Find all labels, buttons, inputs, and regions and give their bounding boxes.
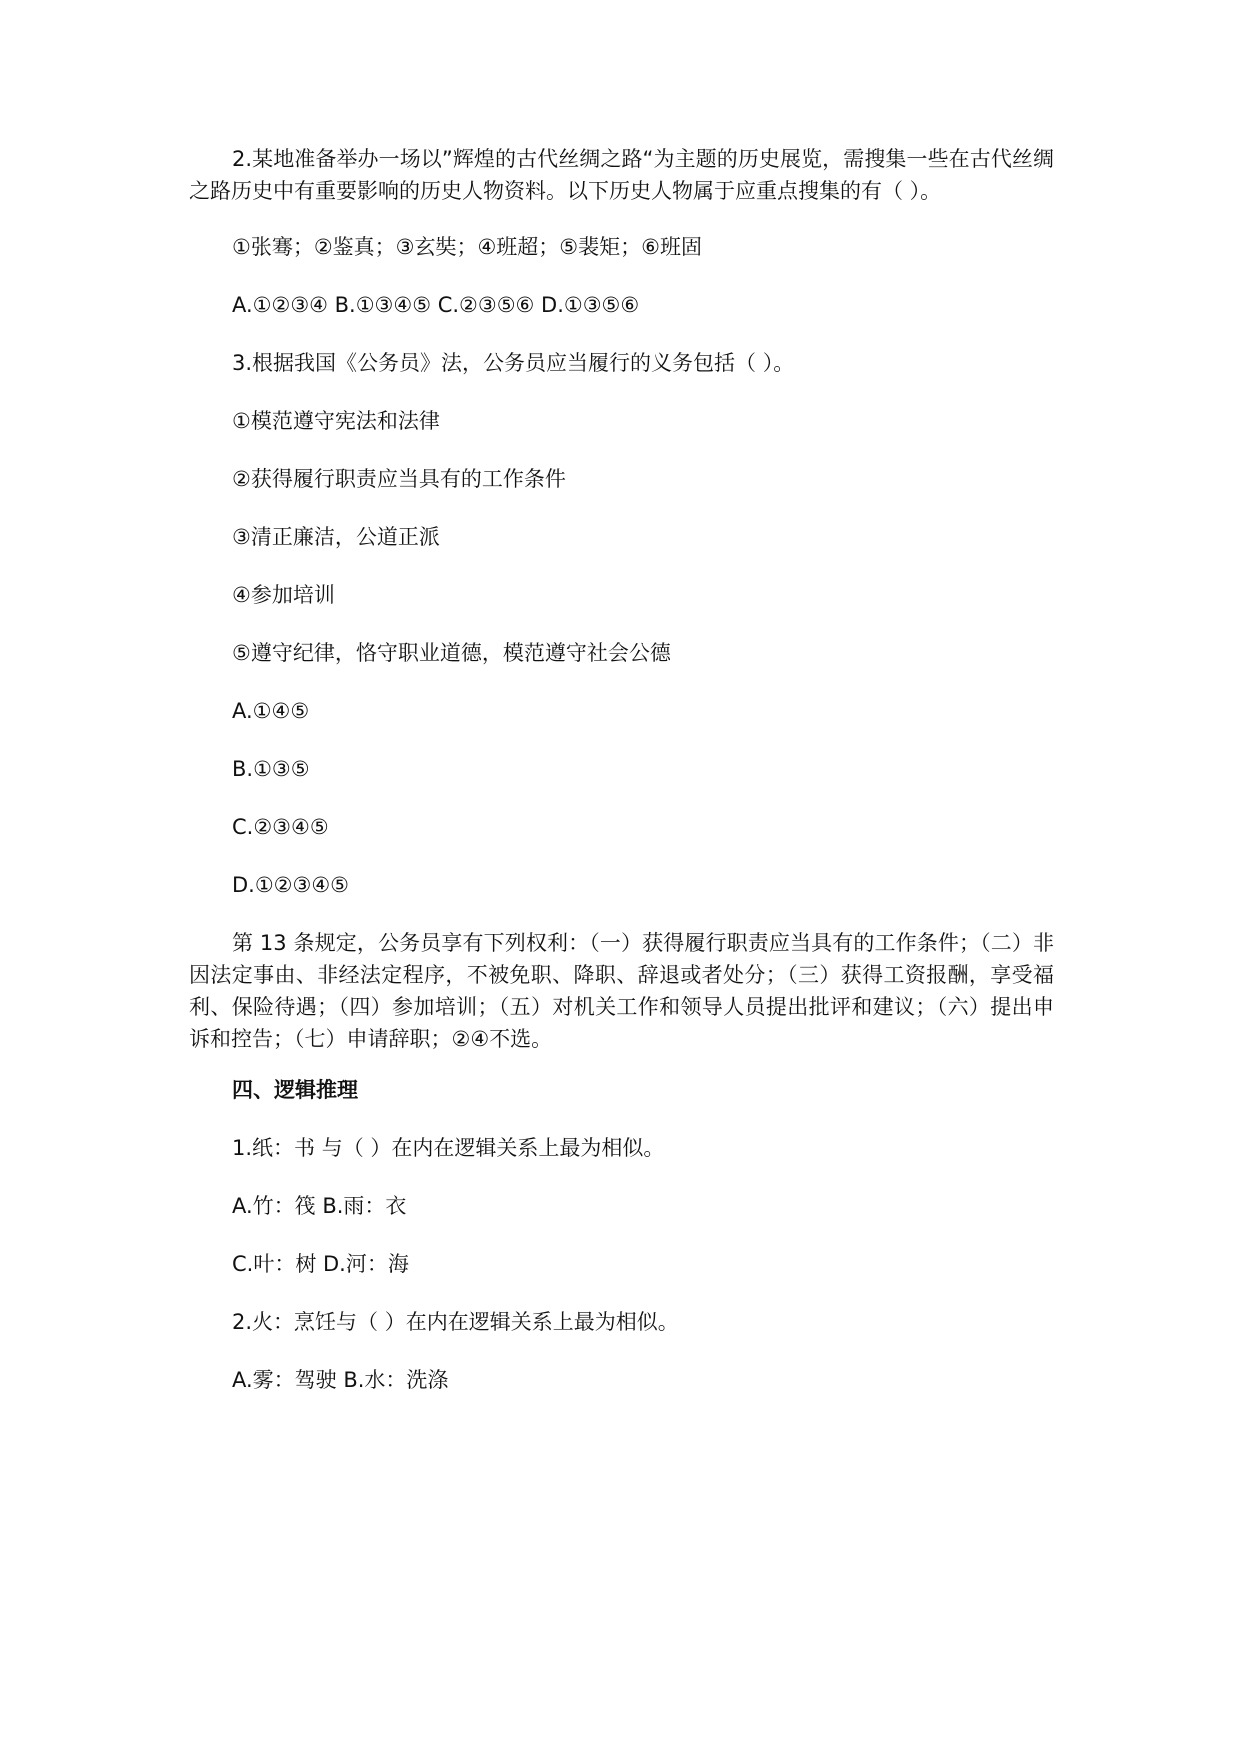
logic-q1-stem: 1.纸：书 与（ ）在内在逻辑关系上最为相似。 [232, 1136, 665, 1160]
section-heading: 四、逻辑推理 [232, 1078, 358, 1102]
q3-option-c: C.②③④⑤ [232, 815, 329, 839]
q3-option-d: D.①②③④⑤ [232, 873, 349, 897]
logic-q2-stem: 2.火：烹饪与（ ）在内在逻辑关系上最为相似。 [232, 1310, 679, 1334]
q3-stem: 3.根据我国《公务员》法，公务员应当履行的义务包括（ ）。 [232, 351, 795, 375]
q2-stem: 2.某地准备举办一场以”辉煌的古代丝绸之路“为主题的历史展览，需搜集一些在古代丝绸之路历史中有重要影响的历史人物资料。以下历史人物属于应重点搜集的有（ ）。 [189, 147, 1054, 203]
q3-explanation: 第 13 条规定，公务员享有下列权利：（一）获得履行职责应当具有的工作条件；（二）非因法定事由、非经法定程序，不被免职、降职、辞退或者处分；（三）获得工资报酬，享受福利、保险待遇；（四）参加培训；（五）对机关工作和领导人员提出批评和建议；（六）提出申诉和控告；（七）申请辞职；②④不选。 [189, 931, 1054, 1051]
q3-item-3: ③清正廉洁，公道正派 [232, 525, 440, 549]
logic-q1-options-ab: A.竹：筏 B.雨：衣 [232, 1194, 407, 1218]
q2-items: ①张骞；②鉴真；③玄奘；④班超；⑤裴矩；⑥班固 [232, 235, 702, 259]
q3-item-2: ②获得履行职责应当具有的工作条件 [232, 467, 566, 491]
q3-item-4: ④参加培训 [232, 583, 335, 607]
q3-item-5: ⑤遵守纪律，恪守职业道德，模范遵守社会公德 [232, 641, 671, 665]
q3-option-b: B.①③⑤ [232, 757, 310, 781]
q2-options: A.①②③④ B.①③④⑤ C.②③⑤⑥ D.①③⑤⑥ [232, 293, 640, 317]
logic-q2-options-ab: A.雾：驾驶 B.水：洗涤 [232, 1368, 449, 1392]
logic-q1-options-cd: C.叶：树 D.河：海 [232, 1252, 409, 1276]
q3-option-a: A.①④⑤ [232, 699, 310, 723]
q3-item-1: ①模范遵守宪法和法律 [232, 409, 440, 433]
